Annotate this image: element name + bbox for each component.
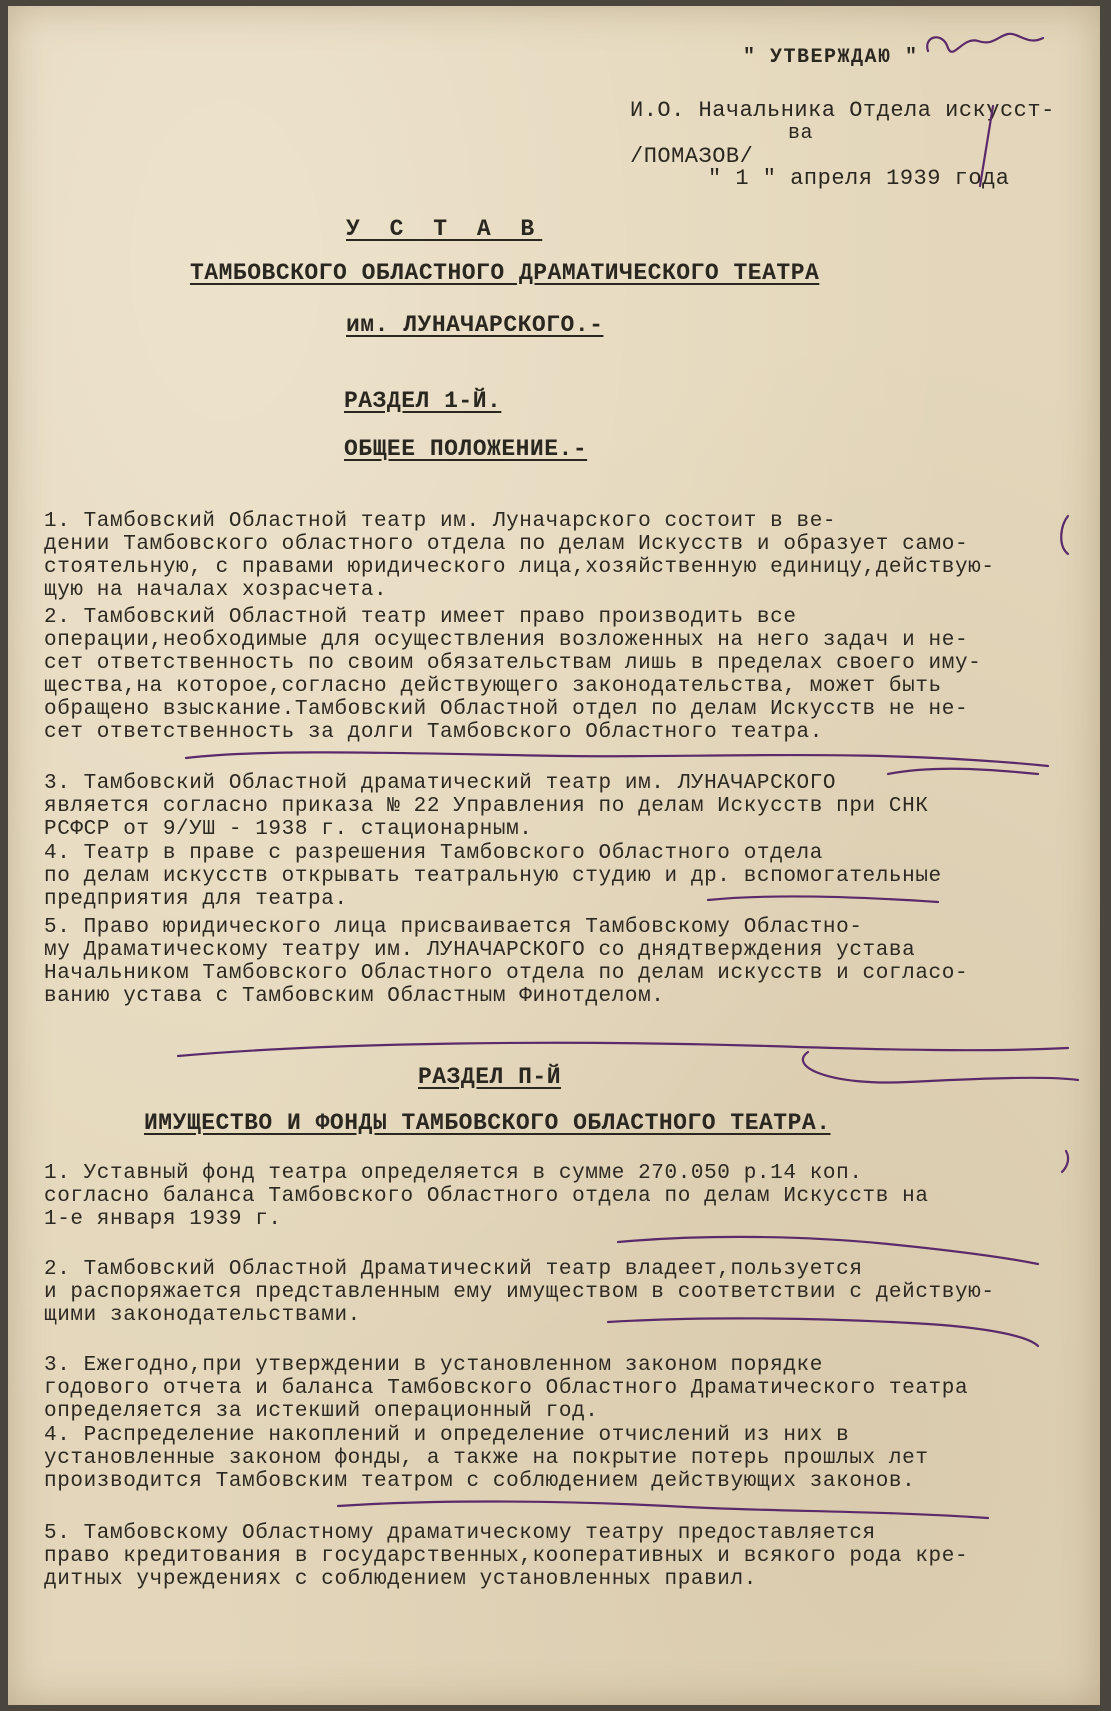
section-1-heading: РАЗДЕЛ 1-Й. [344,388,502,414]
document-sheet [8,6,1100,1705]
pencil-arc-1 [178,1043,1068,1056]
approval-stamp-text: " УТВЕРЖДАЮ " [743,46,919,69]
section-1-paragraph-5: 5. Право юридического лица присваивается Тамбовскому Областно- му Драматическому театру им. ЛУНАЧАРСКОГО со днядтверждения устава Начальником Тамбовского Областного отдела по делам искусств и согласо- ванию устава с Тамбовским Областным Финотделом. [44,916,969,1008]
pencil-underline-1 [186,752,1048,766]
section-2-paragraph-2: 2. Тамбовский Областной Драматический театр владеет,пользуется и распоряжается представленным ему имуществом в соответствии с действую- щими законодательствами. [44,1258,995,1327]
document-title-theatre: ТАМБОВСКОГО ОБЛАСТНОГО ДРАМАТИЧЕСКОГО ТЕАТРА [190,260,820,286]
document-title-name: им. ЛУНАЧАРСКОГО.- [346,312,604,338]
approver-name: /ПОМАЗОВ/ [630,144,754,169]
section-1-subheading: ОБЩЕЕ ПОЛОЖЕНИЕ.- [344,436,588,462]
approver-title-continuation: ва [788,122,814,145]
pencil-underline-6 [338,1502,988,1519]
section-2-heading: РАЗДЕЛ П-Й [418,1064,562,1090]
section-1-paragraph-2: 2. Тамбовский Областной театр имеет право производить все операции,необходимые для осуществления возложенных на него задач и не- сет ответственность по своим обязательствам лишь в пределах своего иму- щества,на которое,согласно действующего законодательства, может быть обращено взыскание.Тамбовский Областной отдел по делам Искусств не не- сет ответственность за долги Тамбовского Областного театра. [44,606,982,744]
pencil-arc-2 [803,1052,1078,1083]
section-2-paragraph-3: 3. Ежегодно,при утверждении в установленном законом порядке годового отчета и баланса Тамбовского Областного Драматического театра определяется за истекший операционный год. [44,1354,969,1423]
approval-date: " 1 " апреля 1939 года [708,166,1010,191]
signature-mark [927,34,1043,52]
section-1-paragraph-3: 3. Тамбовский Областной драматический театр им. ЛУНАЧАРСКОГО является согласно приказа № 22 Управления по делам Искусств при СНК РСФСР от 9/УШ - 1938 г. стационарным. [44,772,929,841]
section-1-paragraph-4: 4. Театр в праве с разрешения Тамбовского Областного отдела по делам искусств открывать театральную студию и др. вспомогательные предприятия для театра. [44,842,942,911]
section-1-paragraph-1: 1. Тамбовский Областной театр им. Луначарского состоит в ве- дении Тамбовского областного отдела по делам Искусств и образует само- стоятельную, с правами юридического лица,хозяйственную единицу,действую- щую на началах хозрасчета. [44,510,995,602]
section-2-paragraph-4: 4. Распределение накоплений и определение отчислений из них в установленные законом фонды, а также на покрытие потерь прошлых лет производится Тамбовским театром с соблюдением действующих законов. [44,1424,929,1493]
approver-title-line: И.О. Начальника Отдела искусст- [630,98,1055,123]
document-title: У С Т А В [346,216,543,242]
section-2-paragraph-1: 1. Уставный фонд театра определяется в сумме 270.050 р.14 коп. согласно баланса Тамбовского Областного отдела по делам Искусств на 1-е января 1939 г. [44,1162,929,1231]
section-2-subheading: ИМУЩЕСТВО И ФОНДЫ ТАМБОВСКОГО ОБЛАСТНОГО ТЕАТРА. [144,1110,831,1136]
section-2-paragraph-5: 5. Тамбовскому Областному драматическому театру предоставляется право кредитования в государственных,кооперативных и всякого рода кре- дитных учреждениях с соблюдением установленных правил. [44,1522,969,1591]
